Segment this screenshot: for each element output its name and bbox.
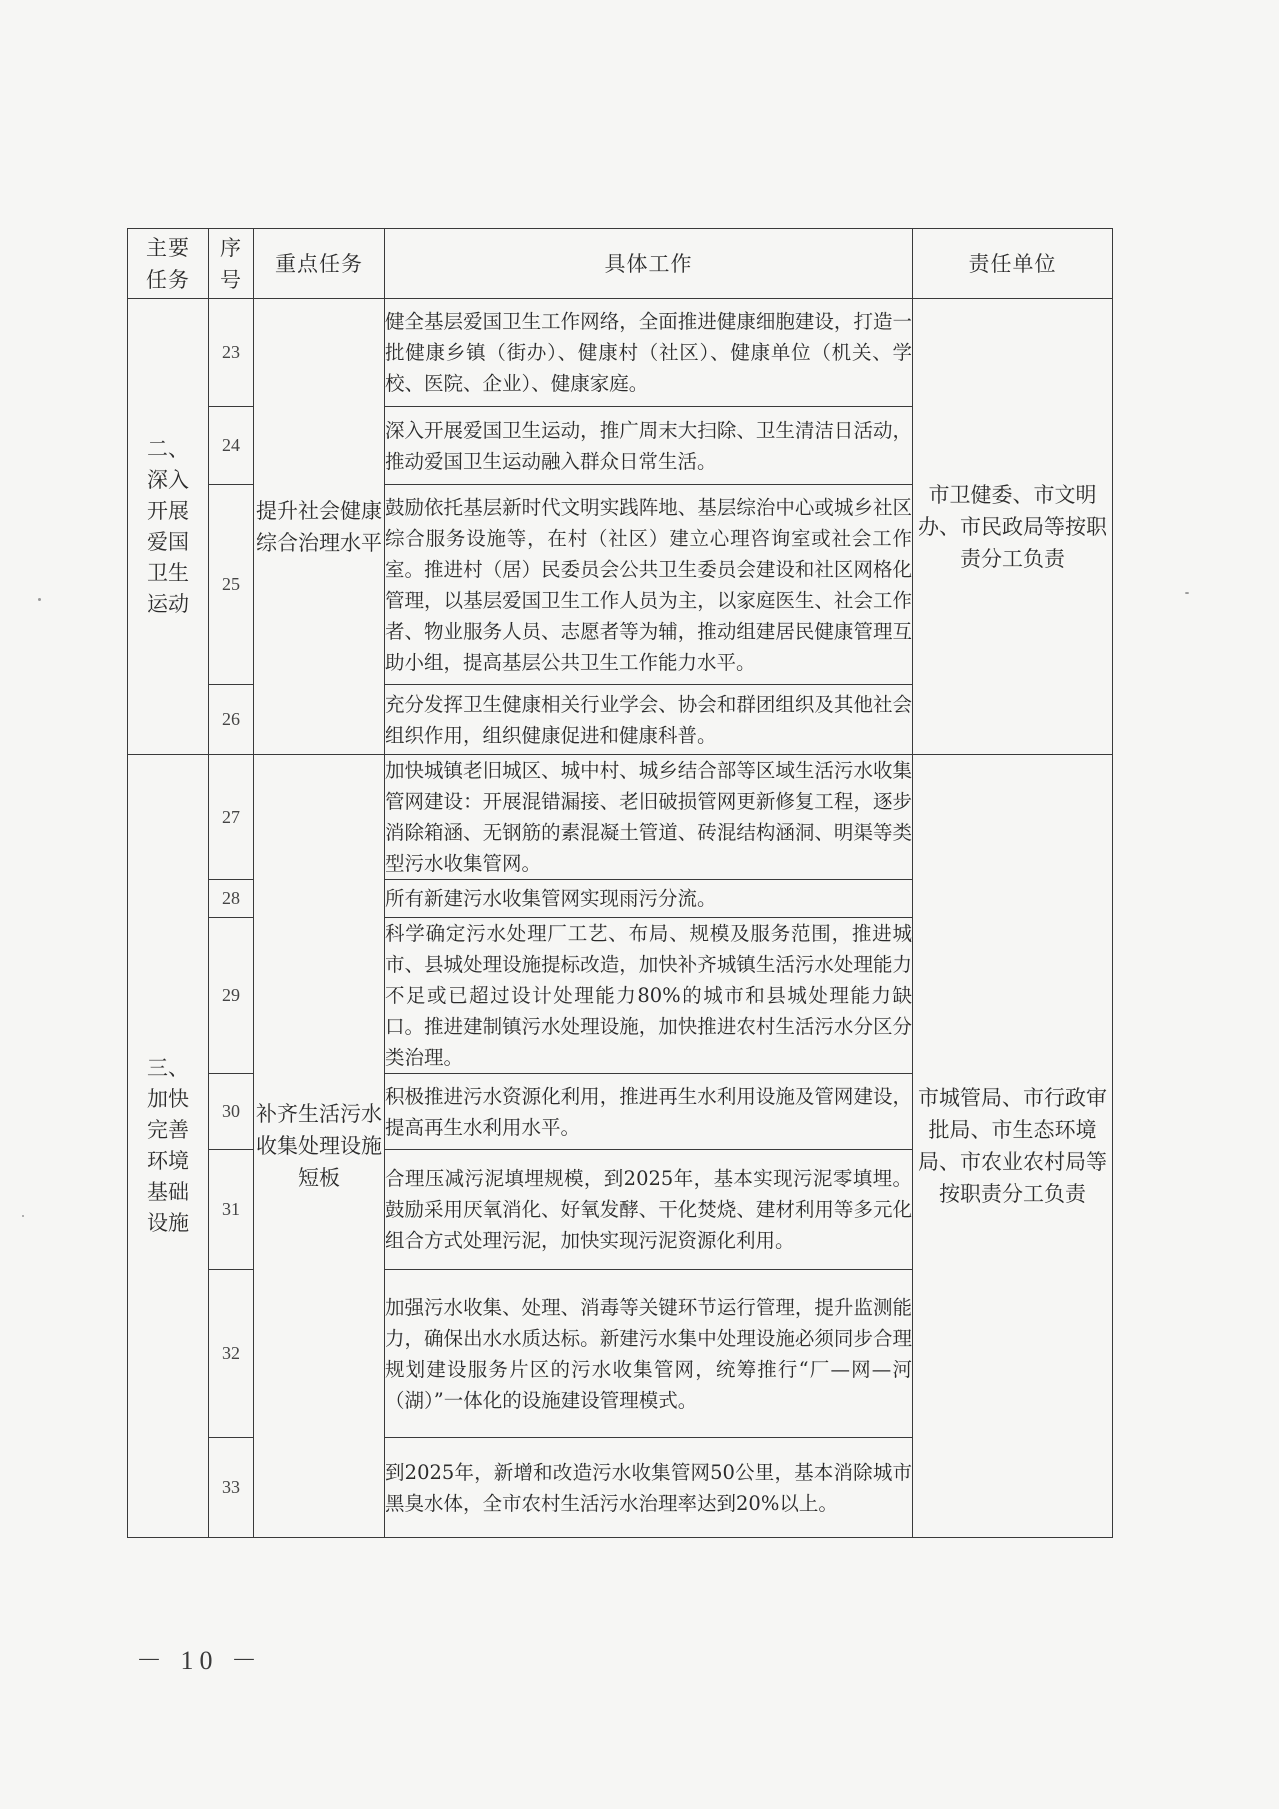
task-table <box>127 228 1113 1538</box>
detail-cell: 合理压减污泥填埋规模，到2025年，基本实现污泥零填埋。鼓励采用厌氧消化、好氧发酵、干化焚烧、建材利用等多元化组合方式处理污泥，加快实现污泥资源化利用。 <box>385 1150 913 1270</box>
detail-cell: 加强污水收集、处理、消毒等关键环节运行管理，提升监测能力，确保出水水质达标。新建污水集中处理设施必须同步合理规划建设服务片区的污水收集管网，统筹推行“厂—网—河（湖）”一体化的设施建设管理模式。 <box>385 1270 913 1438</box>
header-seq: 序号 <box>209 229 254 299</box>
main-task-cell: 三、加快完善环境基础设施 <box>128 755 209 1538</box>
detail-cell: 深入开展爱国卫生运动，推广周末大扫除、卫生清洁日活动，推动爱国卫生运动融入群众日常生活。 <box>385 407 913 485</box>
row-number: 31 <box>209 1150 254 1270</box>
row-number: 29 <box>209 918 254 1074</box>
header-resp: 责任单位 <box>913 229 1113 299</box>
table-header-row <box>128 229 1113 299</box>
detail-cell: 健全基层爱国卫生工作网络，全面推进健康细胞建设，打造一批健康乡镇（街办）、健康村（社区）、健康单位（机关、学校、医院、企业）、健康家庭。 <box>385 299 913 407</box>
detail-cell: 加快城镇老旧城区、城中村、城乡结合部等区域生活污水收集管网建设：开展混错漏接、老旧破损管网更新修复工程，逐步消除箱涵、无钢筋的素混凝土管道、砖混结构涵洞、明渠等类型污水收集管网。 <box>385 755 913 880</box>
row-number: 30 <box>209 1074 254 1150</box>
row-number: 26 <box>209 685 254 755</box>
responsibility-cell: 市卫健委、市文明办、市民政局等按职责分工负责 <box>913 299 1113 755</box>
detail-cell: 鼓励依托基层新时代文明实践阵地、基层综治中心或城乡社区综合服务设施等，在村（社区）建立心理咨询室或社会工作室。推进村（居）民委员会公共卫生委员会建设和社区网格化管理，以基层爱国卫生工作人员为主，以家庭医生、社会工作者、物业服务人员、志愿者等为辅，推动组建居民健康管理互助小组，提高基层公共卫生工作能力水平。 <box>385 485 913 685</box>
row-number: 23 <box>209 299 254 407</box>
header-detail: 具体工作 <box>385 229 913 299</box>
key-task-cell: 提升社会健康综合治理水平 <box>254 299 385 755</box>
table-row <box>128 299 1113 407</box>
page-number: － 10 － <box>136 1646 264 1675</box>
header-main-task: 主要任务 <box>128 229 209 299</box>
responsibility-cell: 市城管局、市行政审批局、市生态环境局、市农业农村局等按职责分工负责 <box>913 755 1113 1538</box>
detail-cell: 积极推进污水资源化利用，推进再生水利用设施及管网建设，提高再生水利用水平。 <box>385 1074 913 1150</box>
detail-cell: 科学确定污水处理厂工艺、布局、规模及服务范围，推进城市、县城处理设施提标改造，加快补齐城镇生活污水处理能力不足或已超过设计处理能力80%的城市和县城处理能力缺口。推进建制镇污水处理设施，加快推进农村生活污水分区分类治理。 <box>385 918 913 1074</box>
row-number: 32 <box>209 1270 254 1438</box>
detail-cell: 充分发挥卫生健康相关行业学会、协会和群团组织及其他社会组织作用，组织健康促进和健康科普。 <box>385 685 913 755</box>
scan-speck <box>1185 592 1189 594</box>
detail-cell: 所有新建污水收集管网实现雨污分流。 <box>385 880 913 918</box>
row-number: 25 <box>209 485 254 685</box>
row-number: 24 <box>209 407 254 485</box>
key-task-cell: 补齐生活污水收集处理设施短板 <box>254 755 385 1538</box>
row-number: 27 <box>209 755 254 880</box>
row-number: 28 <box>209 880 254 918</box>
scan-speck <box>38 598 41 601</box>
table-row <box>128 755 1113 880</box>
scan-speck <box>22 1215 24 1217</box>
main-task-cell: 二、深入开展爱国卫生运动 <box>128 299 209 755</box>
row-number: 33 <box>209 1438 254 1538</box>
header-key-task: 重点任务 <box>254 229 385 299</box>
detail-cell: 到2025年，新增和改造污水收集管网50公里，基本消除城市黑臭水体，全市农村生活污水治理率达到20%以上。 <box>385 1438 913 1538</box>
